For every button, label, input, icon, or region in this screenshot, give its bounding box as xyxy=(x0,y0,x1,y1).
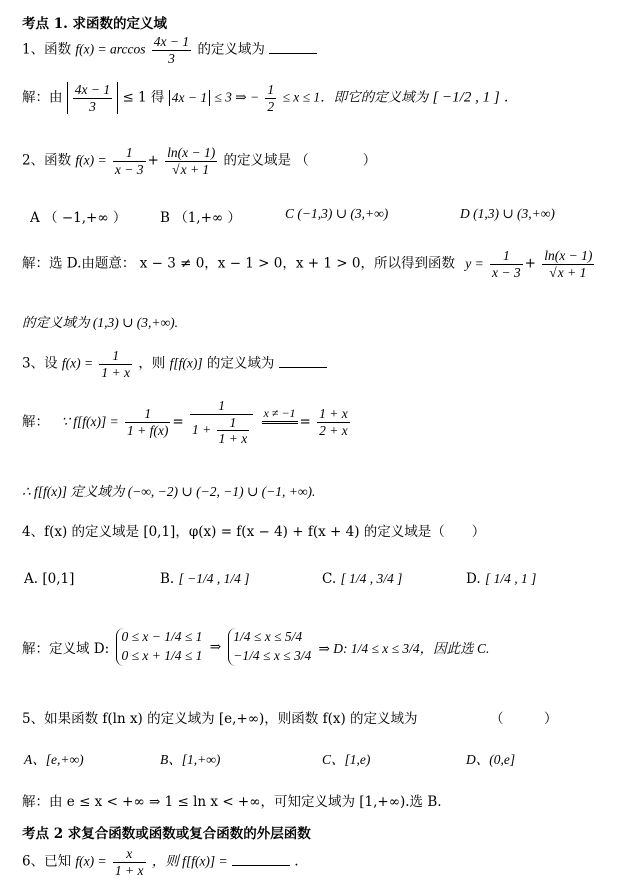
q2-f2-den-wrap: √x + 1 xyxy=(172,161,210,177)
q3-s3-num: 1 + x xyxy=(319,406,348,422)
q3-s2-inner xyxy=(217,415,250,447)
question-6 xyxy=(22,846,299,878)
q3-s2-inner-den: 1 + x xyxy=(218,431,248,447)
q3-number: 3、设 xyxy=(22,355,58,372)
q1-solution: 解：由 $\frac{4x - 1}{3}$ ≤ 1 得 4x − 1 ≤ 3 ⇒ − $\frac{1}{2}$ ≤ x ≤ 1．即它的定义域为 [ −1/2 , 1 ] . xyxy=(22,82,509,114)
q5-option-a[interactable]: A、[e,+∞) xyxy=(24,752,84,767)
q4-option-a[interactable]: A. [0,1] xyxy=(24,571,75,587)
q6-function: f(x) = xyxy=(75,853,107,869)
q3-s2-inner-num: 1 xyxy=(217,415,250,432)
q3-s1-num: 1 xyxy=(125,406,170,423)
q2-function: f(x) = xyxy=(75,152,107,168)
q2-sol-f2-den-wrap: √x + 1 xyxy=(549,264,587,280)
q6-number: 6、已知 xyxy=(22,853,72,870)
q3-tail2: 的定义域为 xyxy=(206,355,275,372)
q1-abs-fraction xyxy=(67,82,118,114)
q3-s2-den xyxy=(190,415,253,447)
section-title: 考点 1. 求函数的定义域 xyxy=(22,16,167,32)
q3-f-num: 1 xyxy=(99,348,132,365)
q3-condition xyxy=(262,407,298,438)
q3-because: ∵ f[f(x)] = xyxy=(61,413,119,429)
q2-sol-frac2 xyxy=(542,248,594,280)
q4-sol-result: ⇒ D: 1/4 ≤ x ≤ 3/4，因此选 C. xyxy=(318,640,490,656)
q1-half xyxy=(265,82,276,114)
q4-optC-value: [ 1/4 , 3/4 ] xyxy=(340,571,403,586)
answer-blank xyxy=(232,853,290,866)
q5-stem: 5、如果函数 f(ln x) 的定义域为 [e,+∞)，则函数 f(x) 的定义域为 xyxy=(22,711,418,727)
q2-f1-num: 1 xyxy=(113,145,146,162)
q3-sol-prefix: 解： xyxy=(22,413,49,430)
question-4: 4、f(x) 的定义域是 [0,1]，φ(x) = f(x − 4) + f(x + 4) 的定义域是（ ） xyxy=(22,524,486,540)
q4-sys1-a: 0 ≤ x − 1/4 ≤ 1 xyxy=(121,629,203,644)
q6-frac xyxy=(113,846,146,878)
q2-sol-f2-num: ln(x − 1) xyxy=(544,248,593,263)
q4-option-d[interactable] xyxy=(466,571,536,587)
q2-option-c[interactable]: C (−1,3) ∪ (3,+∞) xyxy=(285,206,389,221)
q2-solution: 解：选 D.由题意： x − 3 ≠ 0，x − 1 > 0，x + 1 > 0，所以得到函数 y = $\frac{1}{x - 3}$ + $\frac{\ln(x - 1)}{√x + 1}$ xyxy=(22,248,593,280)
q2-option-b[interactable]: B （1,+∞ ） xyxy=(160,210,241,226)
q1-function: f(x) = arccos xyxy=(75,41,146,57)
q1-abs-den: 3 xyxy=(89,98,96,114)
question-2: 2、函数 f(x) = $\frac{1}{x - 3}$ + $\frac{\ln(x - 1)}{√x + 1}$ 的定义域是 （ ） xyxy=(22,145,377,177)
q4-solution: 解：定义域 D: 0 ≤ x − 1/4 ≤ 1 0 ≤ x + 1/4 ≤ 1 ⇒ 1/4 ≤ x ≤ 5/4 −1/4 ≤ x ≤ 3/4 ⇒ D: 1/4 ≤ x ≤ 3/4，因此选 C. xyxy=(22,628,489,666)
q6-tail: ，则 f[f(x)] = xyxy=(151,853,228,869)
q1-answer: [ −1/2 , 1 ] xyxy=(432,89,500,106)
q3-cond-text: x ≠ −1 xyxy=(262,407,298,424)
q3-tail1: ，则 xyxy=(138,355,166,372)
q4-optB-value: [ −1/4 , 1/4 ] xyxy=(178,571,250,586)
q2-sol: 解：选 D.由题意： x − 3 ≠ 0，x − 1 > 0，x + 1 > 0，所以得到函数 xyxy=(22,255,455,272)
q2-tail: 的定义域是 （ ） xyxy=(223,152,377,169)
q4-option-c[interactable] xyxy=(322,571,402,587)
q1-abs-frac xyxy=(73,82,112,114)
question-1 xyxy=(22,34,317,66)
q3-frac xyxy=(99,348,132,380)
q3-s3-den: 2 + x xyxy=(319,422,348,438)
q2-f2-num: ln(x − 1) xyxy=(167,145,216,160)
q5-option-b[interactable]: B、[1,+∞) xyxy=(160,752,221,767)
q2-f1-den: x − 3 xyxy=(114,161,144,177)
q3-solution: 解： ∵ f[f(x)] = $\frac{1}{1 + f(x)}$ = 1 1 + $\frac{1}{1 + x}$ x ≠ −1 = $\frac{1 + x}{2 + x}$ xyxy=(22,398,348,447)
q3-ffx: f[f(x)] xyxy=(169,355,203,371)
q1-tail: 的定义域为 xyxy=(197,41,265,58)
q3-s3 xyxy=(317,406,350,438)
q2-option-d[interactable]: D (1,3) ∪ (3,+∞) xyxy=(460,206,555,221)
q4-optD-label: D. xyxy=(466,571,481,587)
q1-sol-imp: ≤ 3 ⇒ − xyxy=(214,89,260,105)
answer-blank xyxy=(269,41,317,54)
q3-s2 xyxy=(190,398,253,447)
q2-sol-domain: 的定义域为 (1,3) ∪ (3,+∞). xyxy=(22,315,179,330)
q4-sys2-b: −1/4 ≤ x ≤ 3/4 xyxy=(233,647,312,663)
q2-number: 2、函数 xyxy=(22,152,72,169)
q1-half-num: 1 xyxy=(267,82,275,97)
q6-end: . xyxy=(294,853,299,870)
q2-f2-den: x + 1 xyxy=(180,161,210,177)
q1-sol-prefix: 解：由 xyxy=(22,89,63,106)
q4-sys1-b: 0 ≤ x + 1/4 ≤ 1 xyxy=(121,647,203,663)
q3-s2-den-a: 1 + xyxy=(192,421,212,437)
q2-sol-f1-den: x − 3 xyxy=(492,264,521,280)
q1-half-den: 2 xyxy=(267,98,275,114)
q3-conclusion: ∴ f[f(x)] 定义域为 (−∞, −2) ∪ (−2, −1) ∪ (−1, +∞). xyxy=(22,484,316,499)
q1-sol-abs: 4x − 1 xyxy=(169,90,210,106)
q3-s1 xyxy=(125,406,170,438)
question-5 xyxy=(22,707,558,727)
q2-option-a[interactable]: A （ −1,+∞ ） xyxy=(30,210,127,226)
answer-blank xyxy=(279,355,327,368)
q4-optB-label: B. xyxy=(160,571,175,587)
q2-sol-frac1 xyxy=(490,248,523,280)
q5-paren: （ ） xyxy=(490,711,558,727)
q5-option-d[interactable]: D、(0,e] xyxy=(466,752,516,767)
q5-option-c[interactable]: C、[1,e) xyxy=(322,752,371,767)
q2-sol-y: y = xyxy=(465,255,484,271)
q2-frac1 xyxy=(113,145,146,177)
q2-frac2 xyxy=(165,145,217,177)
q1-frac-den: 3 xyxy=(168,50,175,66)
q6-f-den: 1 + x xyxy=(114,862,144,878)
q6-f-num: x xyxy=(113,846,146,863)
question-3 xyxy=(22,348,327,380)
q4-system2 xyxy=(228,628,311,666)
q3-f-den: 1 + x xyxy=(101,364,131,380)
q1-number: 1、函数 xyxy=(22,41,72,58)
q1-abs-num: 4x − 1 xyxy=(74,82,111,97)
q4-optC-label: C. xyxy=(322,571,337,587)
q3-s1-den: 1 + f(x) xyxy=(127,422,169,438)
q4-sol-prefix: 解：定义域 D: xyxy=(22,640,110,657)
q1-fraction xyxy=(152,34,191,66)
q2-sol-f1-num: 1 xyxy=(490,248,523,265)
q2-sol-f2-den: x + 1 xyxy=(557,264,587,280)
q4-system1 xyxy=(116,628,202,666)
q3-function: f(x) = xyxy=(61,355,94,371)
q3-s2-num: 1 xyxy=(190,398,253,415)
section-title-2: 考点 2 求复合函数或函数或复合函数的外层函数 xyxy=(22,826,311,842)
q4-option-b[interactable] xyxy=(160,571,250,587)
q1-sol-mid: ≤ 1 得 xyxy=(122,89,165,106)
q1-sol-range: ≤ x ≤ 1．即它的定义域为 xyxy=(282,89,429,105)
q4-sys2-a: 1/4 ≤ x ≤ 5/4 xyxy=(233,629,303,644)
q5-solution: 解：由 e ≤ x < +∞ ⇒ 1 ≤ ln x < +∞，可知定义域为 [1,+∞).选 B. xyxy=(22,794,442,810)
q4-optD-value: [ 1/4 , 1 ] xyxy=(484,571,537,586)
q1-frac-num: 4x − 1 xyxy=(153,34,190,49)
